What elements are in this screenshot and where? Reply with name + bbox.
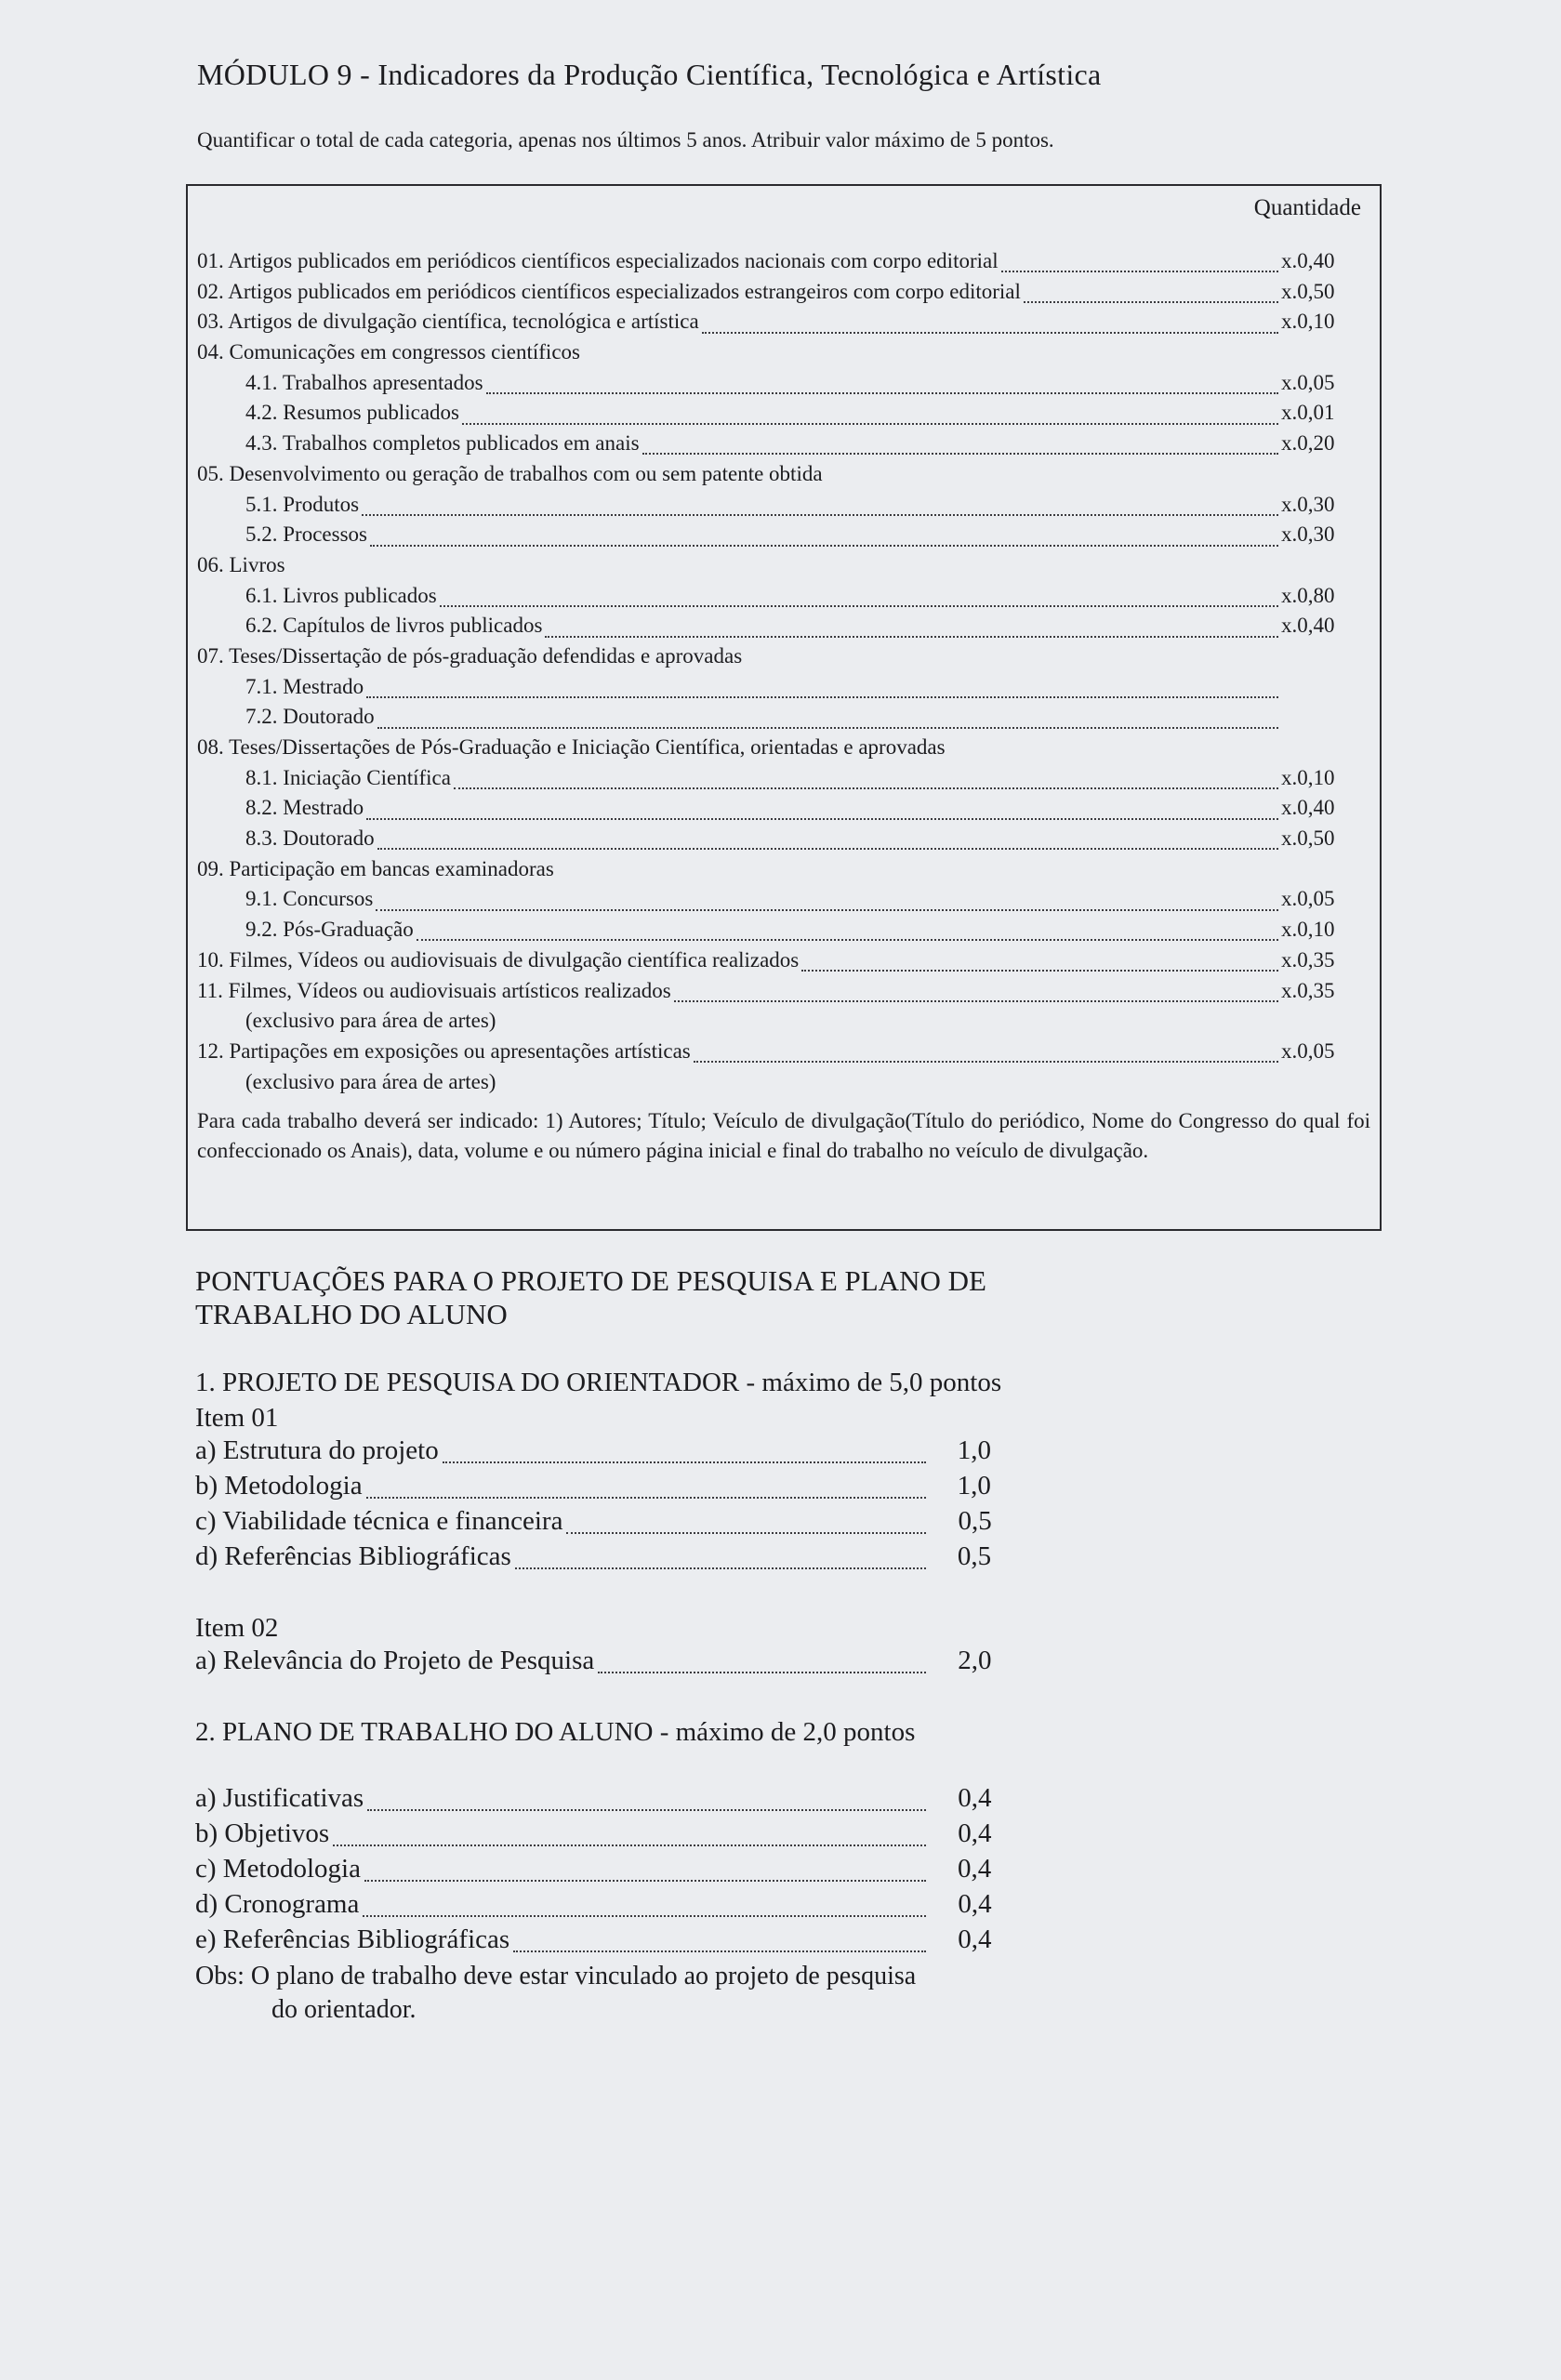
section2-list bbox=[195, 1783, 1218, 1960]
leader-dots bbox=[598, 1672, 926, 1673]
indicator-row bbox=[197, 766, 1370, 797]
indicator-label: (exclusivo para área de artes) bbox=[245, 1069, 496, 1093]
indicator-label: 4.1. Trabalhos apresentados bbox=[245, 370, 483, 394]
indicator-weight: x.0,80 bbox=[1281, 583, 1335, 607]
indicator-row bbox=[197, 553, 1370, 584]
score-row bbox=[195, 1471, 1218, 1506]
indicator-weight: x.0,40 bbox=[1281, 249, 1335, 272]
score-label: e) Referências Bibliográficas bbox=[195, 1924, 510, 1954]
indicator-weight: x.0,01 bbox=[1281, 401, 1335, 425]
leader-dots bbox=[377, 727, 1278, 729]
indicator-row bbox=[197, 796, 1370, 826]
indicator-label: 9.2. Pós-Graduação bbox=[245, 918, 414, 942]
indicator-list bbox=[197, 249, 1370, 1100]
indicator-row bbox=[197, 644, 1370, 675]
indicator-weight: x.0,40 bbox=[1281, 796, 1335, 820]
score-row bbox=[195, 1818, 1218, 1854]
indicator-row bbox=[197, 584, 1370, 615]
score-value: 0,4 bbox=[958, 1924, 992, 1954]
leader-dots bbox=[377, 848, 1278, 850]
indicator-row bbox=[197, 493, 1370, 523]
score-label: d) Cronograma bbox=[195, 1889, 360, 1919]
score-value: 0,5 bbox=[958, 1506, 992, 1536]
leader-dots bbox=[367, 1809, 926, 1811]
indicator-label: (exclusivo para área de artes) bbox=[245, 1009, 496, 1033]
indicator-label: 03. Artigos de divulgação científica, tecnológica e artística bbox=[197, 310, 699, 334]
indicator-weight: x.0,05 bbox=[1281, 887, 1335, 911]
leader-dots bbox=[364, 1880, 926, 1882]
indicator-label: 7.1. Mestrado bbox=[245, 674, 364, 698]
score-value: 0,4 bbox=[958, 1818, 992, 1848]
indicator-row bbox=[197, 340, 1370, 371]
score-row bbox=[195, 1783, 1218, 1818]
leader-dots bbox=[486, 392, 1278, 394]
indicator-label: 07. Teses/Dissertação de pós-graduação defendidas e aprovadas bbox=[197, 643, 743, 668]
indicator-row bbox=[197, 280, 1370, 311]
indicator-row bbox=[197, 1039, 1370, 1070]
indicator-label: 08. Teses/Dissertações de Pós-Graduação e Iniciação Científica, orientadas e aprovadas bbox=[197, 735, 946, 759]
leader-dots bbox=[566, 1532, 926, 1534]
item02-list bbox=[195, 1646, 1218, 1681]
indicator-row bbox=[197, 310, 1370, 340]
indicator-weight: x.0,20 bbox=[1281, 431, 1335, 456]
score-row bbox=[195, 1854, 1218, 1889]
obs-line-1: Obs: O plano de trabalho deve estar vinculado ao projeto de pesquisa bbox=[195, 1962, 917, 1990]
score-label: c) Metodologia bbox=[195, 1854, 361, 1884]
indicator-label: 11. Filmes, Vídeos ou audiovisuais artísticos realizados bbox=[197, 978, 671, 1002]
score-row bbox=[195, 1506, 1218, 1541]
indicator-row bbox=[197, 857, 1370, 888]
indicator-label: 8.3. Doutorado bbox=[245, 826, 375, 851]
indicator-weight: x.0,10 bbox=[1281, 765, 1335, 789]
score-value: 2,0 bbox=[958, 1646, 992, 1675]
indicator-row bbox=[197, 1070, 1370, 1101]
score-label: b) Metodologia bbox=[195, 1471, 363, 1501]
leader-dots bbox=[370, 545, 1278, 547]
indicator-row bbox=[197, 979, 1370, 1010]
leader-dots bbox=[362, 514, 1278, 516]
indicator-weight: x.0,05 bbox=[1281, 370, 1335, 394]
score-label: c) Viabilidade técnica e financeira bbox=[195, 1506, 563, 1536]
leader-dots bbox=[545, 636, 1278, 638]
indicator-row bbox=[197, 431, 1370, 462]
indicator-label: 8.2. Mestrado bbox=[245, 796, 364, 820]
leader-dots bbox=[513, 1950, 926, 1952]
indicator-label: 01. Artigos publicados em periódicos científicos especializados nacionais com corpo editorial bbox=[197, 249, 999, 272]
leader-dots bbox=[674, 1000, 1278, 1002]
leader-dots bbox=[702, 332, 1278, 334]
indicator-row bbox=[197, 826, 1370, 857]
score-label: a) Estrutura do projeto bbox=[195, 1435, 439, 1465]
indicator-label: 10. Filmes, Vídeos ou audiovisuais de divulgação científica realizados bbox=[197, 947, 800, 972]
indicator-row bbox=[197, 675, 1370, 706]
indicator-weight: x.0,10 bbox=[1281, 310, 1335, 334]
indicator-row bbox=[197, 249, 1370, 280]
indicator-label: 02. Artigos publicados em periódicos científicos especializados estrangeiros com corpo editorial bbox=[197, 279, 1021, 303]
indicator-row bbox=[197, 705, 1370, 735]
indicator-weight: x.0,40 bbox=[1281, 614, 1335, 638]
indicator-label: 4.3. Trabalhos completos publicados em anais bbox=[245, 431, 640, 456]
indicator-weight: x.0,05 bbox=[1281, 1038, 1335, 1063]
score-label: a) Relevância do Projeto de Pesquisa bbox=[195, 1646, 595, 1675]
score-value: 0,4 bbox=[958, 1889, 992, 1919]
leader-dots bbox=[417, 939, 1278, 941]
leader-dots bbox=[642, 453, 1278, 455]
module-instructions: Quantificar o total de cada categoria, apenas nos últimos 5 anos. Atribuir valor máximo de 5 pontos. bbox=[197, 128, 1054, 152]
leader-dots bbox=[333, 1844, 926, 1846]
indicator-label: 05. Desenvolvimento ou geração de trabalhos com ou sem patente obtida bbox=[197, 461, 823, 485]
indicator-label: 9.1. Concursos bbox=[245, 887, 374, 911]
indicator-weight: x.0,30 bbox=[1281, 522, 1335, 547]
leader-dots bbox=[454, 787, 1278, 789]
obs-line-2: do orientador. bbox=[271, 1995, 417, 2024]
indicator-label: 4.2. Resumos publicados bbox=[245, 401, 459, 425]
indicator-row bbox=[197, 1009, 1370, 1039]
scoring-section bbox=[195, 1264, 1218, 2027]
item01-label: Item 01 bbox=[195, 1403, 279, 1433]
indicator-label: 12. Partipações em exposições ou apresentações artísticas bbox=[197, 1038, 691, 1063]
score-row bbox=[195, 1646, 1218, 1681]
score-value: 1,0 bbox=[957, 1471, 991, 1501]
indicator-row bbox=[197, 522, 1370, 553]
score-row bbox=[195, 1541, 1218, 1577]
indicator-label: 6.2. Capítulos de livros publicados bbox=[245, 614, 543, 638]
score-row bbox=[195, 1889, 1218, 1924]
leader-dots bbox=[376, 909, 1278, 911]
indicator-label: 8.1. Iniciação Científica bbox=[245, 765, 451, 789]
indicator-label: 5.1. Produtos bbox=[245, 492, 360, 516]
module-title: MÓDULO 9 - Indicadores da Produção Científica, Tecnológica e Artística bbox=[197, 58, 1102, 91]
item02-label: Item 02 bbox=[195, 1613, 279, 1643]
indicator-weight: x.0,50 bbox=[1281, 279, 1335, 303]
indicator-weight: x.0,30 bbox=[1281, 492, 1335, 516]
indicator-label: 7.2. Doutorado bbox=[245, 705, 375, 729]
indicator-row bbox=[197, 462, 1370, 493]
score-value: 1,0 bbox=[957, 1435, 991, 1465]
indicators-box bbox=[186, 184, 1382, 1231]
indicator-label: 5.2. Processos bbox=[245, 522, 367, 547]
indicator-row bbox=[197, 371, 1370, 402]
indicator-row bbox=[197, 887, 1370, 918]
item01-list bbox=[195, 1435, 1218, 1577]
leader-dots bbox=[363, 1915, 926, 1917]
leader-dots bbox=[443, 1461, 926, 1463]
indicator-row bbox=[197, 614, 1370, 644]
indicator-row bbox=[197, 948, 1370, 979]
indicator-label: 6.1. Livros publicados bbox=[245, 583, 437, 607]
leader-dots bbox=[1001, 271, 1278, 272]
indicator-label: 04. Comunicações em congressos científicos bbox=[197, 340, 580, 364]
indicator-label: 06. Livros bbox=[197, 552, 285, 576]
citation-note: Para cada trabalho deverá ser indicado: 1) Autores; Título; Veículo de divulgação(Título do periódico, Nome do Congresso do qual foi confeccionado os Anais), data, volume e ou número página inicial e final do trabalho no veículo de divulgação. bbox=[197, 1109, 1370, 1162]
leader-dots bbox=[366, 1497, 926, 1499]
score-value: 0,4 bbox=[958, 1783, 992, 1813]
section1-title: 1. PROJETO DE PESQUISA DO ORIENTADOR - máximo de 5,0 pontos bbox=[195, 1368, 1002, 1397]
score-label: d) Referências Bibliográficas bbox=[195, 1541, 511, 1571]
score-value: 0,4 bbox=[957, 1854, 992, 1884]
scoring-title: PONTUAÇÕES PARA O PROJETO DE PESQUISA E PLANO DE TRABALHO DO ALUNO bbox=[195, 1264, 986, 1330]
indicator-row bbox=[197, 401, 1370, 431]
score-label: a) Justificativas bbox=[195, 1783, 364, 1813]
leader-dots bbox=[694, 1061, 1278, 1063]
indicator-row bbox=[197, 735, 1370, 766]
score-value: 0,5 bbox=[957, 1541, 992, 1571]
score-row bbox=[195, 1435, 1218, 1471]
indicator-weight: x.0,50 bbox=[1281, 826, 1335, 851]
score-row bbox=[195, 1924, 1218, 1960]
score-label: b) Objetivos bbox=[195, 1818, 330, 1848]
leader-dots bbox=[1024, 301, 1278, 303]
indicator-weight: x.0,35 bbox=[1281, 978, 1335, 1002]
section2-title: 2. PLANO DE TRABALHO DO ALUNO - máximo de 2,0 pontos bbox=[195, 1717, 916, 1747]
leader-dots bbox=[366, 818, 1278, 820]
leader-dots bbox=[366, 696, 1278, 698]
leader-dots bbox=[515, 1567, 926, 1569]
leader-dots bbox=[440, 605, 1278, 607]
leader-dots bbox=[801, 970, 1278, 972]
quantity-header: Quantidade bbox=[1253, 195, 1361, 220]
indicator-weight: x.0,35 bbox=[1281, 947, 1335, 972]
indicator-label: 09. Participação em bancas examinadoras bbox=[197, 856, 554, 880]
indicator-row bbox=[197, 918, 1370, 948]
leader-dots bbox=[462, 423, 1278, 425]
indicator-weight: x.0,10 bbox=[1281, 918, 1335, 942]
